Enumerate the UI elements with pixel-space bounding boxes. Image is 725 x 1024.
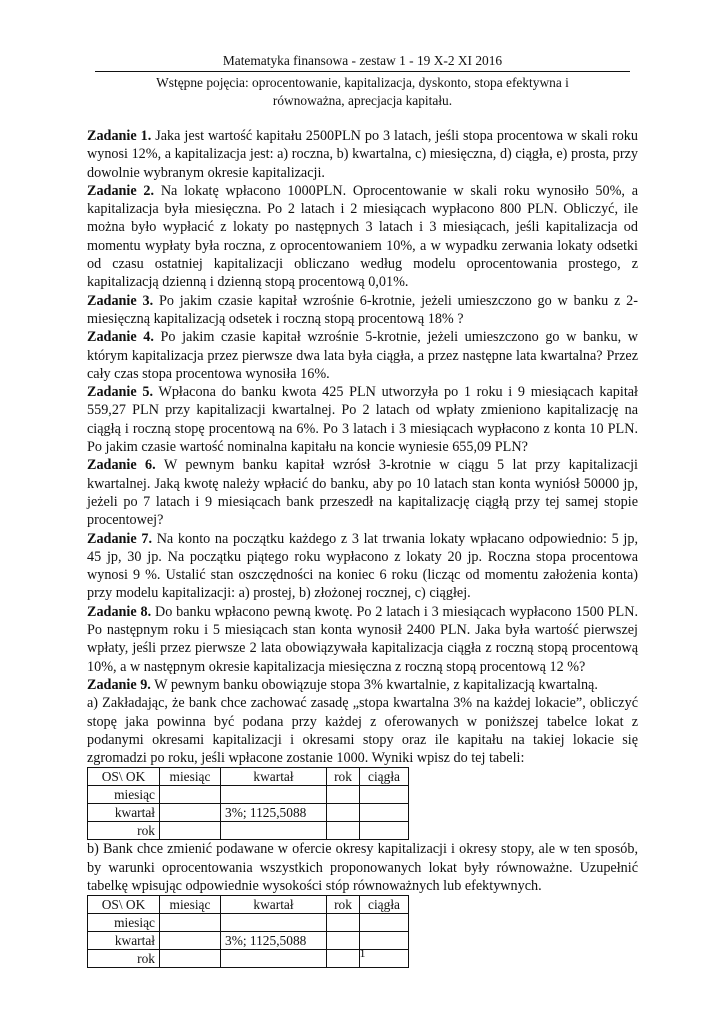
table-header-cell: rok: [327, 896, 360, 914]
table-cell: [160, 914, 221, 932]
table-header-cell: miesiąc: [160, 896, 221, 914]
task-text: Na konto na początku każdego z 3 lat trwania lokaty wpłacano odpowiednio: 5 jp, 45 jp, 30 jp. Na początku piątego roku wypłacono z lokaty 20 jp. Roczna stopa procentowa wynosi 9 %. Ustalić stan oszczędności na koniec 6 roku (licząc od momentu założenia konta) przy modelu kapitalizacji: a) prostej, b) złożonej rocznej, c) ciągłej.: [87, 530, 638, 602]
document-header: Matematyka finansowa - zestaw 1 - 19 X-2 XI 2016: [222, 53, 503, 68]
task-label: Zadanie 5.: [87, 384, 153, 401]
task-8: [87, 603, 638, 676]
task-5: [87, 383, 638, 456]
rates-table-a: [87, 767, 409, 840]
table-row-header: miesiąc: [88, 914, 160, 932]
task-label: Zadanie 9.: [87, 676, 151, 693]
subtitle-line-2: równoważna, aprecjacja kapitału.: [272, 93, 453, 108]
task-3: [87, 292, 638, 329]
table-header-cell: OS\ OK: [88, 896, 160, 914]
table-cell: [221, 786, 327, 804]
table-row: [88, 822, 409, 840]
task-text: Na lokatę wpłacono 1000PLN. Oprocentowanie w skali roku wynosiło 50%, a kapitalizacja była miesięczna. Po 2 latach i 2 miesiącach wypłacono 800 PLN. Obliczyć, ile można było wypłacić z lokaty po następnych 3 latach i 3 miesiącach, jeśli kapitalizacja od momentu wypłaty była roczna, z oprocentowaniem 10%, a w wypadku zerwania lokaty odsetki od czasu ostatniej kapitalizacji obliczano według modelu oprocentowania prostego, z kapitalizacją dzienną i dzienną stopą procentową 0,01%.: [87, 182, 639, 291]
table-header-cell: kwartał: [221, 896, 327, 914]
task-text: Wpłacona do banku kwota 425 PLN utworzyła po 1 roku i 9 miesiącach kapitał 559,27 PLN przy kapitalizacji kwartalnej. Po 2 latach od wpłaty zmieniono kapitalizację na ciągłą i roczną stopę procentową na 6%. Po 3 latach i 3 miesiącach wypłacono z konta 10 PLN. Po jakim czasie wartość nominalna kapitału na koncie wyniesie 655,09 PLN?: [87, 384, 638, 456]
table-header-cell: miesiąc: [160, 768, 221, 786]
table-cell: 3%; 1125,5088: [221, 932, 327, 950]
document-subtitle: [87, 74, 638, 110]
table-row-header: rok: [88, 950, 160, 968]
table-row: [88, 914, 409, 932]
table-header-cell: ciągła: [360, 896, 409, 914]
task-4: [87, 328, 638, 383]
page-content: [87, 52, 638, 968]
task-text: Do banku wpłacono pewną kwotę. Po 2 latach i 3 miesiącach wypłacono 1500 PLN. Po następnym roku i 5 miesiącach stan konta wynosił 2400 PLN. Jaka była wartość pierwszej wpłaty, jeśli przez pierwsze 2 lata obowiązywała kapitalizacja ciągła z roczną stopą procentową 10%, a w następnym okresie kapitalizacja miesięczna z roczną stopą procentową 12 %?: [87, 603, 639, 675]
task-9-part-b: b) Bank chce zmienić podawane w ofercie okresy kapitalizacji i okresy stopy, ale w ten sposób, by warunki oprocentowania wszystkich proponowanych lokat były równoważne. Uzupełnić tabelkę wpisując odpowiednie wysokości stóp równoważnych lub efektywnych.: [87, 841, 638, 894]
table-cell: [327, 914, 360, 932]
task-text: W pewnym banku kapitał wzrósł 3-krotnie w ciągu 5 lat przy kapitalizacji kwartalnej. Jaką kwotę należy wpłacić do banku, aby po 10 latach stan konta wyniósł 50000 jp, jeżeli po 7 latach i 9 miesiącach bank przeszedł na kapitalizację ciągłą przy tej samej stopie procentowej?: [87, 457, 638, 529]
task-2: [87, 182, 638, 292]
header-rule: [95, 71, 630, 72]
table-cell: [360, 804, 409, 822]
task-1: [87, 127, 638, 182]
subtitle-line-1: Wstępne pojęcia: oprocentowanie, kapitalizacja, dyskonto, stopa efektywna i: [156, 75, 569, 90]
table-cell: [360, 786, 409, 804]
table-row-header: miesiąc: [88, 786, 160, 804]
table-cell: [160, 822, 221, 840]
table-header-row: [88, 768, 409, 786]
table-cell: [327, 804, 360, 822]
table-row-header: rok: [88, 822, 160, 840]
task-9-part-a: a) Zakładając, że bank chce zachować zasadę „stopa kwartalna 3% na każdej lokacie”, obliczyć stopę jaka powinna być podana przy każdej z oferowanych w poniższej tabelce lokat z podanymi okresami kapitalizacji i okresami stopy oraz ile kapitału na takiej lokacie się zgromadzi po roku, jeśli wpłacone zostanie 1000. Wyniki wpisz do tej tabeli:: [87, 695, 638, 767]
task-9: [87, 676, 638, 767]
task-label: Zadanie 1.: [87, 128, 152, 144]
task-label: Zadanie 3.: [87, 292, 154, 309]
table-header-cell: OS\ OK: [88, 768, 160, 786]
task-label: Zadanie 2.: [87, 182, 155, 199]
table-cell: [160, 786, 221, 804]
task-6: [87, 456, 638, 529]
task-label: Zadanie 4.: [87, 329, 154, 346]
page-number: 1: [359, 946, 366, 960]
task-9-intro: W pewnym banku obowiązuje stopa 3% kwartalnie, z kapitalizacją kwartalną.: [154, 676, 598, 693]
task-label: Zadanie 6.: [87, 457, 156, 474]
table-header-cell: kwartał: [221, 768, 327, 786]
table-cell: [221, 822, 327, 840]
table-cell: [160, 804, 221, 822]
table-row-header: kwartał: [88, 932, 160, 950]
task-label: Zadanie 8.: [87, 603, 152, 620]
task-text: Po jakim czasie kapitał wzrośnie 5-krotnie, jeżeli umieszczono go w banku, w którym kapitalizacja przez pierwsze dwa lata była ciągła, a przez następne lata kwartalna? Przez cały czas stopa procentowa wynosiła 16%.: [87, 329, 638, 382]
task-text: Po jakim czasie kapitał wzrośnie 6-krotnie, jeżeli umieszczono go w banku z 2-miesięczną kapitalizacją odsetek i roczną stopą procentową 18% ?: [87, 292, 638, 327]
table-cell: [221, 914, 327, 932]
table-cell: [360, 914, 409, 932]
table-header-cell: ciągła: [360, 768, 409, 786]
table-cell: 3%; 1125,5088: [221, 804, 327, 822]
task-text: Jaka jest wartość kapitału 2500PLN po 3 latach, jeśli stopa procentowa w skali roku wynosi 12%, a kapitalizacja jest: a) roczna, b) kwartalna, c) miesięczna, d) ciągła, e) prosta, przy dowolnie wybranym okresie kapitalizacji.: [87, 128, 638, 181]
table-cell: [327, 786, 360, 804]
table-header-cell: rok: [327, 768, 360, 786]
task-7: [87, 530, 638, 603]
table-cell: [360, 822, 409, 840]
task-label: Zadanie 7.: [87, 530, 152, 547]
table-row-header: kwartał: [88, 804, 160, 822]
table-header-row: [88, 896, 409, 914]
table-row: [88, 804, 409, 822]
table-cell: [327, 822, 360, 840]
table-row: [88, 786, 409, 804]
